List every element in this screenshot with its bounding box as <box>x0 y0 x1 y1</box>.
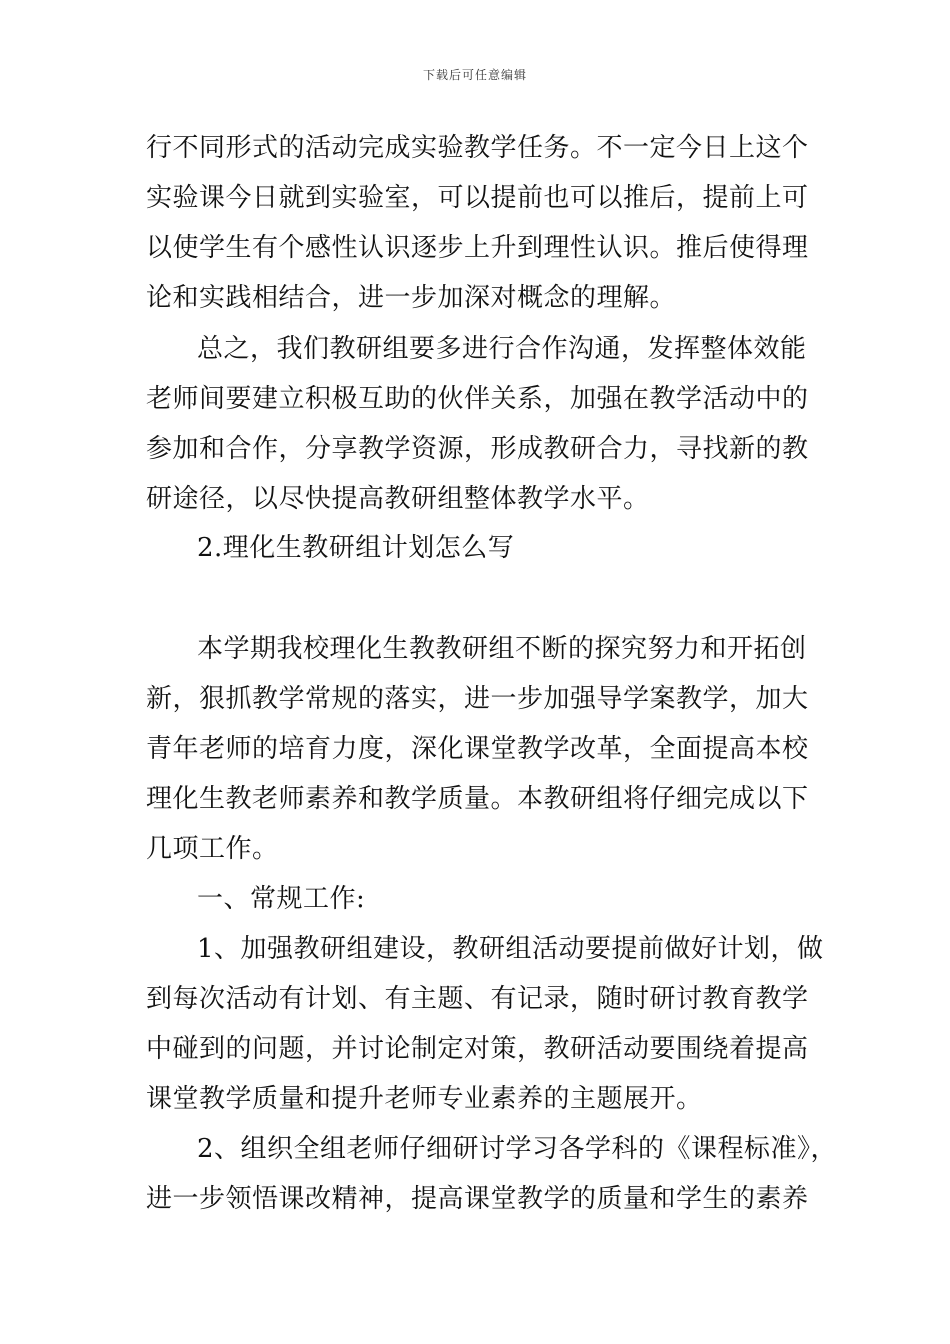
header-note: 下载后可任意编辑 <box>422 68 527 82</box>
paragraph-line: 青年老师的培育力度，深化课堂教学改革，全面提高本校 <box>146 734 809 764</box>
paragraph-line: 以使学生有个感性认识逐步上升到理性认识。推后使得理 <box>146 233 809 263</box>
paragraph-line: 1、加强教研组建设，教研组活动要提前做好计划，做 <box>197 934 824 964</box>
paragraph-line: 研途径，以尽快提高教研组整体教学水平。 <box>146 484 650 514</box>
paragraph-line: 新，狠抓教学常规的落实，进一步加强导学案教学，加大 <box>146 684 809 714</box>
paragraph-line: 课堂教学质量和提升老师专业素养的主题展开。 <box>146 1084 703 1114</box>
paragraph-line: 总之，我们教研组要多进行合作沟通，发挥整体效能 <box>197 334 807 364</box>
paragraph-line: 本学期我校理化生教教研组不断的探究努力和开拓创 <box>197 634 807 664</box>
paragraph-line: 进一步领悟课改精神，提高课堂教学的质量和学生的素养 <box>146 1184 809 1214</box>
paragraph-line: 几项工作。 <box>146 834 279 864</box>
paragraph-line: 论和实践相结合，进一步加深对概念的理解。 <box>146 283 677 313</box>
paragraph-line: 参加和合作，分享教学资源，形成教研合力，寻找新的教 <box>146 434 809 464</box>
paragraph-line: 行不同形式的活动完成实验教学任务。不一定今日上这个 <box>146 133 809 163</box>
paragraph-line: 中碰到的问题，并讨论制定对策，教研活动要围绕着提高 <box>146 1034 809 1064</box>
section-heading: 2.理化生教研组计划怎么写 <box>197 533 515 563</box>
subsection-heading: 一、常规工作: <box>197 884 366 914</box>
paragraph-line: 到每次活动有计划、有主题、有记录，随时研讨教育教学 <box>146 984 809 1014</box>
paragraph-line: 理化生教老师素养和教学质量。本教研组将仔细完成以下 <box>146 784 809 814</box>
paragraph-line: 2、组织全组老师仔细研讨学习各学科的《课程标准》， <box>197 1134 838 1164</box>
paragraph-line: 老师间要建立积极互助的伙伴关系，加强在教学活动中的 <box>146 384 809 414</box>
paragraph-line: 实验课今日就到实验室，可以提前也可以推后，提前上可 <box>146 183 809 213</box>
